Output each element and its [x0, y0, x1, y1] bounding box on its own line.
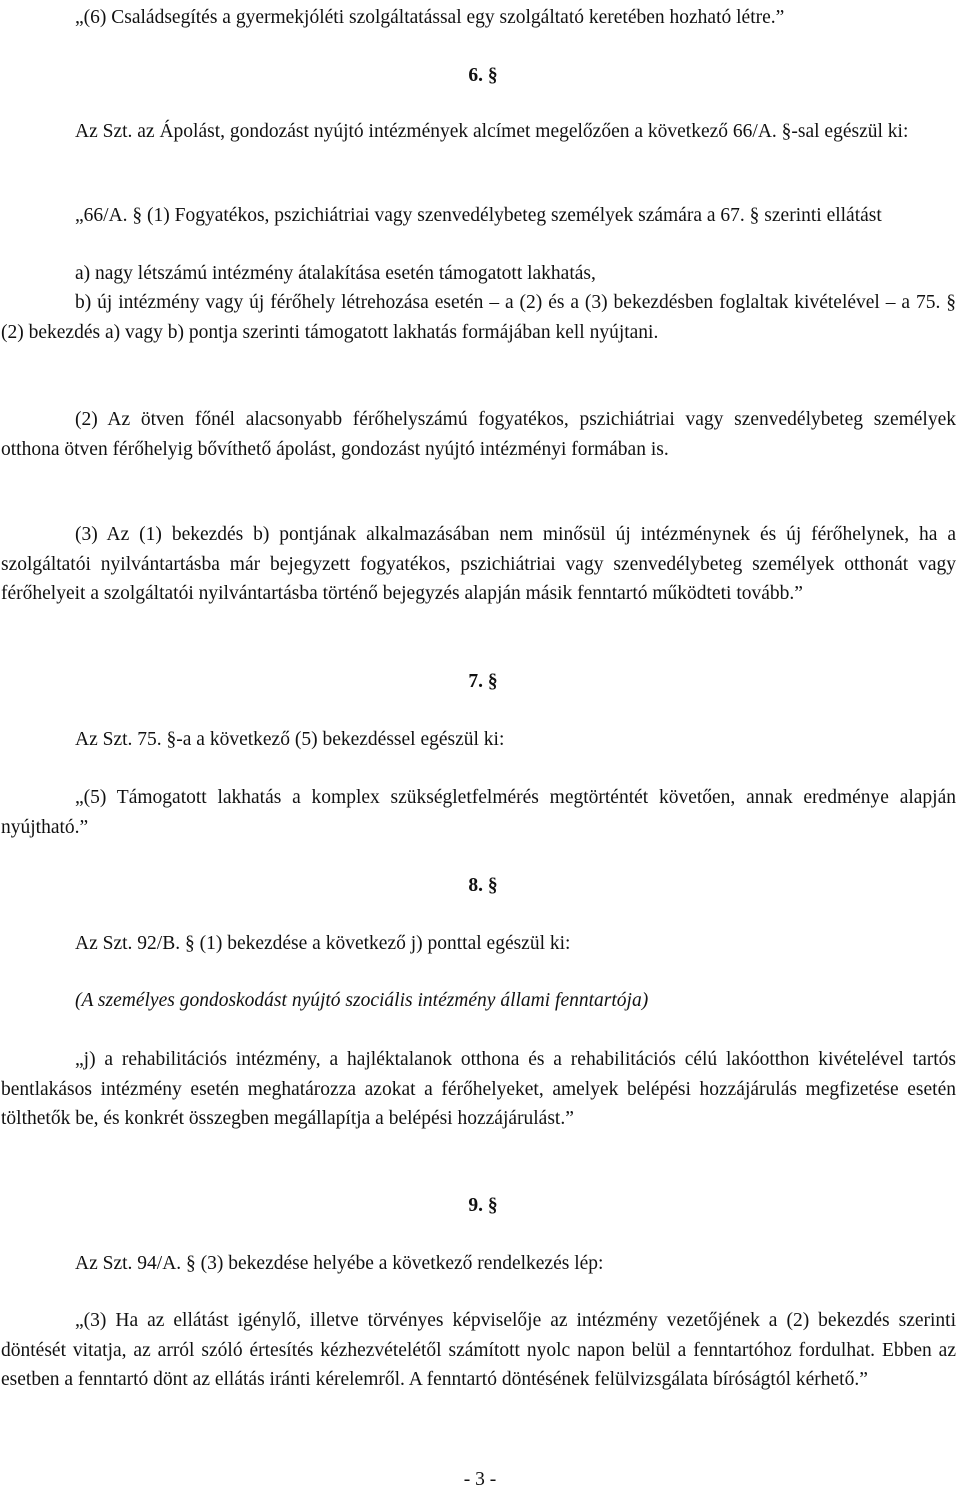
paragraph-75-5: „(5) Támogatott lakhatás a komplex szükségletfelmérés megtörténtét követően, annak eredménye alapján nyújtható.” — [1, 787, 956, 838]
paragraph-6-closing: „(6) Családsegítés a gyermekjóléti szolgáltatással egy szolgáltató keretében hozható létre.” — [75, 7, 785, 28]
page-number: - 3 - — [463, 1469, 497, 1490]
section-heading-7: 7. § — [468, 671, 498, 692]
paragraph-66a-1-b: b) új intézmény vagy új férőhely létrehozása esetén – a (2) és a (3) bekezdésben foglaltak kivételével – a 75. § (2) bekezdés a) vagy b) pontja szerinti támogatott lakhatás formájában kell nyújtani. — [1, 292, 956, 343]
paragraph-66a-2: (2) Az ötven főnél alacsonyabb férőhelyszámú fogyatékos, pszichiátriai vagy szenvedélybeteg személyek otthona ötven férőhelyig bővíthető ápolást, gondozást nyújtó intézményi formában is. — [1, 409, 956, 460]
paragraph-66a-3: (3) Az (1) bekezdés b) pontjának alkalmazásában nem minősül új intézménynek és új férőhelynek, ha a szolgáltatói nyilvántartásba már bejegyzett fogyatékos, pszichiátriai vagy szenvedélybeteg személyek otthonát vagy férőhelyeit a szolgáltatói nyilvántartásba történő bejegyzés alapján másik fenntartó működteti tovább.” — [1, 524, 956, 605]
paragraph-9-intro: Az Szt. 94/A. § (3) bekezdése helyébe a következő rendelkezés lép: — [75, 1253, 604, 1274]
paragraph-92b-context: (A személyes gondoskodást nyújtó szociális intézmény állami fenntartója) — [75, 990, 649, 1011]
paragraph-7-intro: Az Szt. 75. §-a a következő (5) bekezdéssel egészül ki: — [75, 729, 505, 750]
section-heading-6: 6. § — [468, 65, 498, 86]
section-heading-9: 9. § — [468, 1195, 498, 1216]
paragraph-8-intro: Az Szt. 92/B. § (1) bekezdése a következő j) ponttal egészül ki: — [75, 933, 571, 954]
paragraph-6-intro: Az Szt. az Ápolást, gondozást nyújtó intézmények alcímet megelőzően a következő 66/A. §-sal egészül ki: — [75, 121, 909, 142]
paragraph-92b-j: „j) a rehabilitációs intézmény, a hajléktalanok otthona és a rehabilitációs célú lakóotthon kivételével tartós bentlakásos intézmény esetén meghatározza azokat a férőhelyeket, amelyek belépési hozzájárulás megfizetése esetén tölthetők be, és konkrét összegben megállapítja a belépési hozzájárulást.” — [1, 1049, 956, 1130]
paragraph-94a-3: „(3) Ha az ellátást igénylő, illetve törvényes képviselője az intézmény vezetőjének a (2) bekezdés szerinti döntését vitatja, az arról szóló értesítés kézhezvételétől számított nyolc napon belül a fenntartóhoz fordulhat. Ebben az esetben a fenntartó dönt az ellátás iránti kérelemről. A fenntartó döntésének felülvizsgálata bíróságtól kérhető.” — [1, 1310, 956, 1391]
paragraph-66a-1-a: a) nagy létszámú intézmény átalakítása esetén támogatott lakhatás, — [75, 263, 596, 284]
section-heading-8: 8. § — [468, 875, 498, 896]
paragraph-66a-1: „66/A. § (1) Fogyatékos, pszichiátriai vagy szenvedélybeteg személyek számára a 67. § szerinti ellátást — [75, 205, 882, 226]
